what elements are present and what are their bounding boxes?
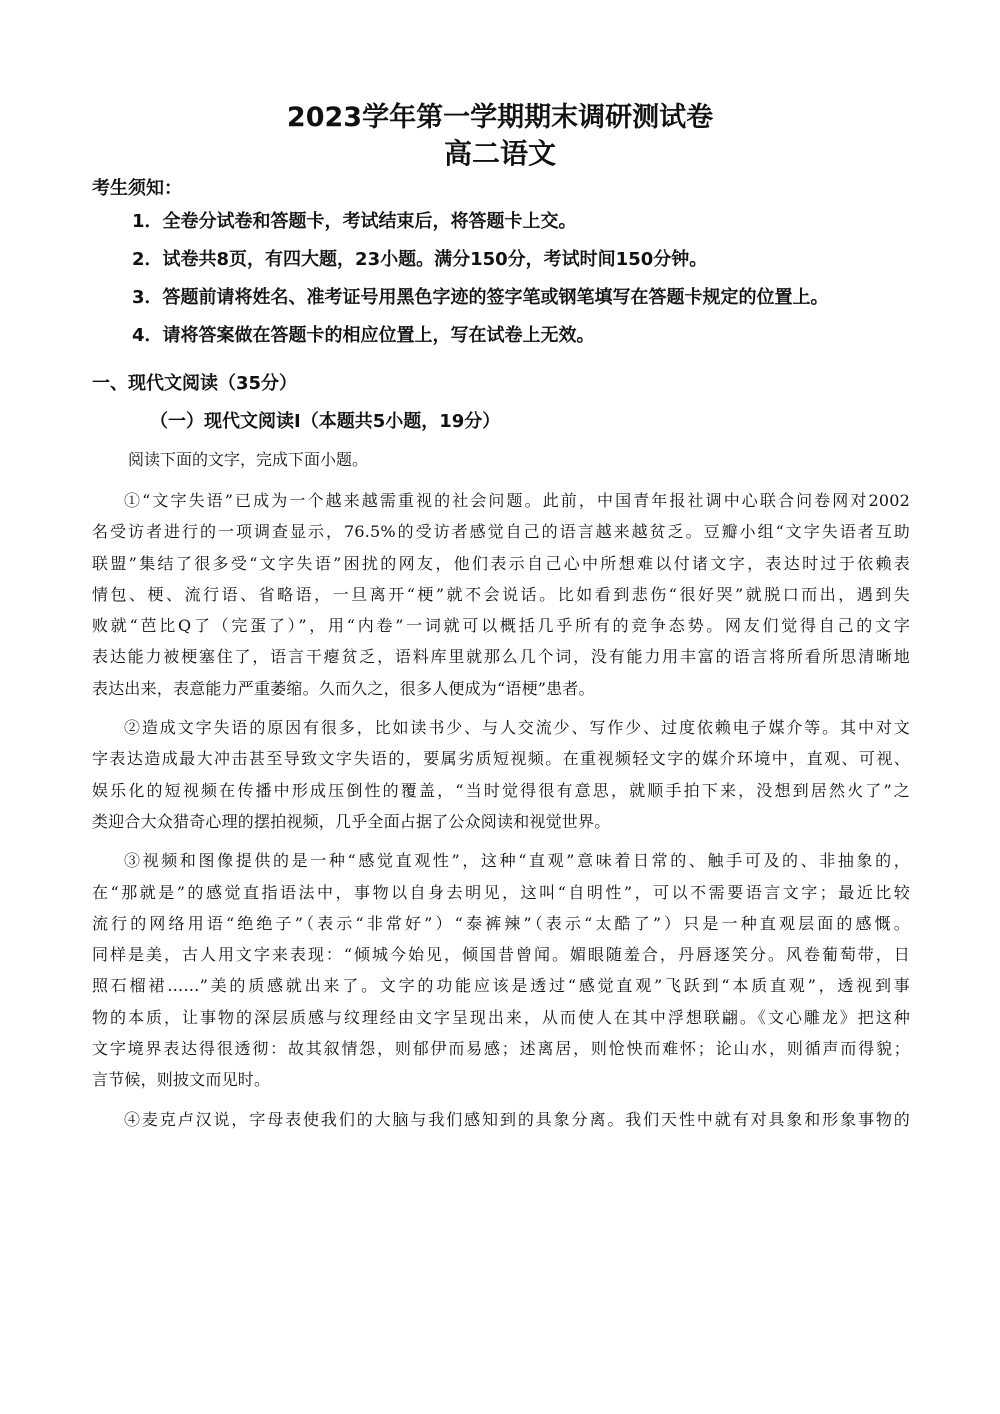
passage-line: ③视频和图像提供的是一种“感觉直观性”，这种“直观”意味着日常的、触手可及的、非抽象的， [124,851,910,871]
passage-paragraph-1 [92,485,910,704]
passage-line: 表达出来，表意能力严重萎缩。久而久之，很多人便成为“语梗”患者。 [92,678,595,698]
passage-line: 照石榴裙……”美的质感就出来了。文字的功能应该是透过“感觉直观”飞跃到“本质直观”，透视到事 [92,976,910,996]
section-heading: 一、现代文阅读（35分） [92,373,298,394]
passage-line: 字表达造成最大冲击甚至导致文字失语的，要属劣质短视频。在重视频轻文字的媒介环境中，直观、可视、 [92,749,910,769]
passage-paragraph-2 [92,712,910,837]
passage-line: 物的本质，让事物的深层质感与纹理经由文字呈现出来，从而使人在其中浮想联翩。《文心雕龙》把这种 [92,1007,910,1027]
passage-paragraph-3 [92,845,910,1095]
exam-title: 2023学年第一学期期末调研测试卷 [286,102,714,133]
passage-line: 情包、梗、流行语、省略语，一旦离开“梗”就不会说话。比如看到悲伤“很好哭”就脱口而出，遇到失 [92,584,910,604]
notice-item: 4．请将答案做在答题卡的相应位置上，写在试卷上无效。 [132,325,595,346]
passage-line: 同样是美，古人用文字来表现：“倾城今始见，倾国昔曾闻。媚眼随羞合，丹唇逐笑分。风卷葡萄带，日 [92,945,910,965]
passage-line: 文字境界表达得很透彻：故其叙情怨，则郁伊而易感；述离居，则怆怏而难怀；论山水，则循声而得貌； [92,1039,910,1059]
passage-line: 在“那就是”的感觉直指语法中，事物以自身去明见，这叫“自明性”，可以不需要语言文字；最近比较 [92,882,910,902]
passage-paragraph-4 [92,1104,910,1135]
passage-line: 言节候，则披文而见时。 [92,1070,271,1090]
subsection-heading: （一）现代文阅读Ⅰ（本题共5小题，19分） [150,411,501,432]
notice-item: 2．试卷共8页，有四大题，23小题。满分150分，考试时间150分钟。 [132,249,708,270]
notice-item: 3．答题前请将姓名、准考证号用黑色字迹的签字笔或钢笔填写在答题卡规定的位置上。 [132,287,829,308]
passage-line: 类迎合大众猎奇心理的摆拍视频，几乎全面占据了公众阅读和视觉世界。 [92,811,611,831]
passage-line: 表达能力被梗塞住了，语言干瘪贫乏，语料库里就那么几个词，没有能力用丰富的语言将所看所思清晰地 [92,647,910,667]
passage-line: ②造成文字失语的原因有很多，比如读书少、与人交流少、写作少、过度依赖电子媒介等。其中对文 [124,718,910,738]
reading-instruction: 阅读下面的文字，完成下面小题。 [128,450,369,469]
passage-line: ④麦克卢汉说，字母表使我们的大脑与我们感知到的具象分离。我们天性中就有对具象和形象事物的 [124,1109,910,1129]
passage-line: 联盟”集结了很多受“文字失语”困扰的网友，他们表示自己心中所想难以付诸文字，表达时过于依赖表 [92,553,910,573]
passage-line: 败就“芭比Q了（完蛋了）”，用“内卷”一词就可以概括几乎所有的竞争态势。网友们觉得自己的文字 [92,616,910,636]
notice-item: 1．全卷分试卷和答题卡，考试结束后，将答题卡上交。 [132,211,577,232]
passage-line: 流行的网络用语“绝绝子”（表示“非常好”）“泰裤辣”（表示“太酷了”）只是一种直观层面的感慨。 [92,913,910,933]
passage-line: ①“文字失语”已成为一个越来越需重视的社会问题。此前，中国青年报社调中心联合问卷网对2002 [124,491,910,510]
notice-list [132,210,829,362]
reading-passage [92,485,910,1143]
passage-line: 娱乐化的短视频在传播中形成压倒性的覆盖，“当时觉得很有意思，就顺手拍下来，没想到居然火了”之 [92,780,910,800]
notice-heading: 考生须知： [92,178,182,199]
passage-line: 名受访者进行的一项调查显示，76.5%的受访者感觉自己的语言越来越贫乏。豆瓣小组“文字失语者互助 [92,522,910,542]
exam-subject: 高二语文 [443,137,556,170]
